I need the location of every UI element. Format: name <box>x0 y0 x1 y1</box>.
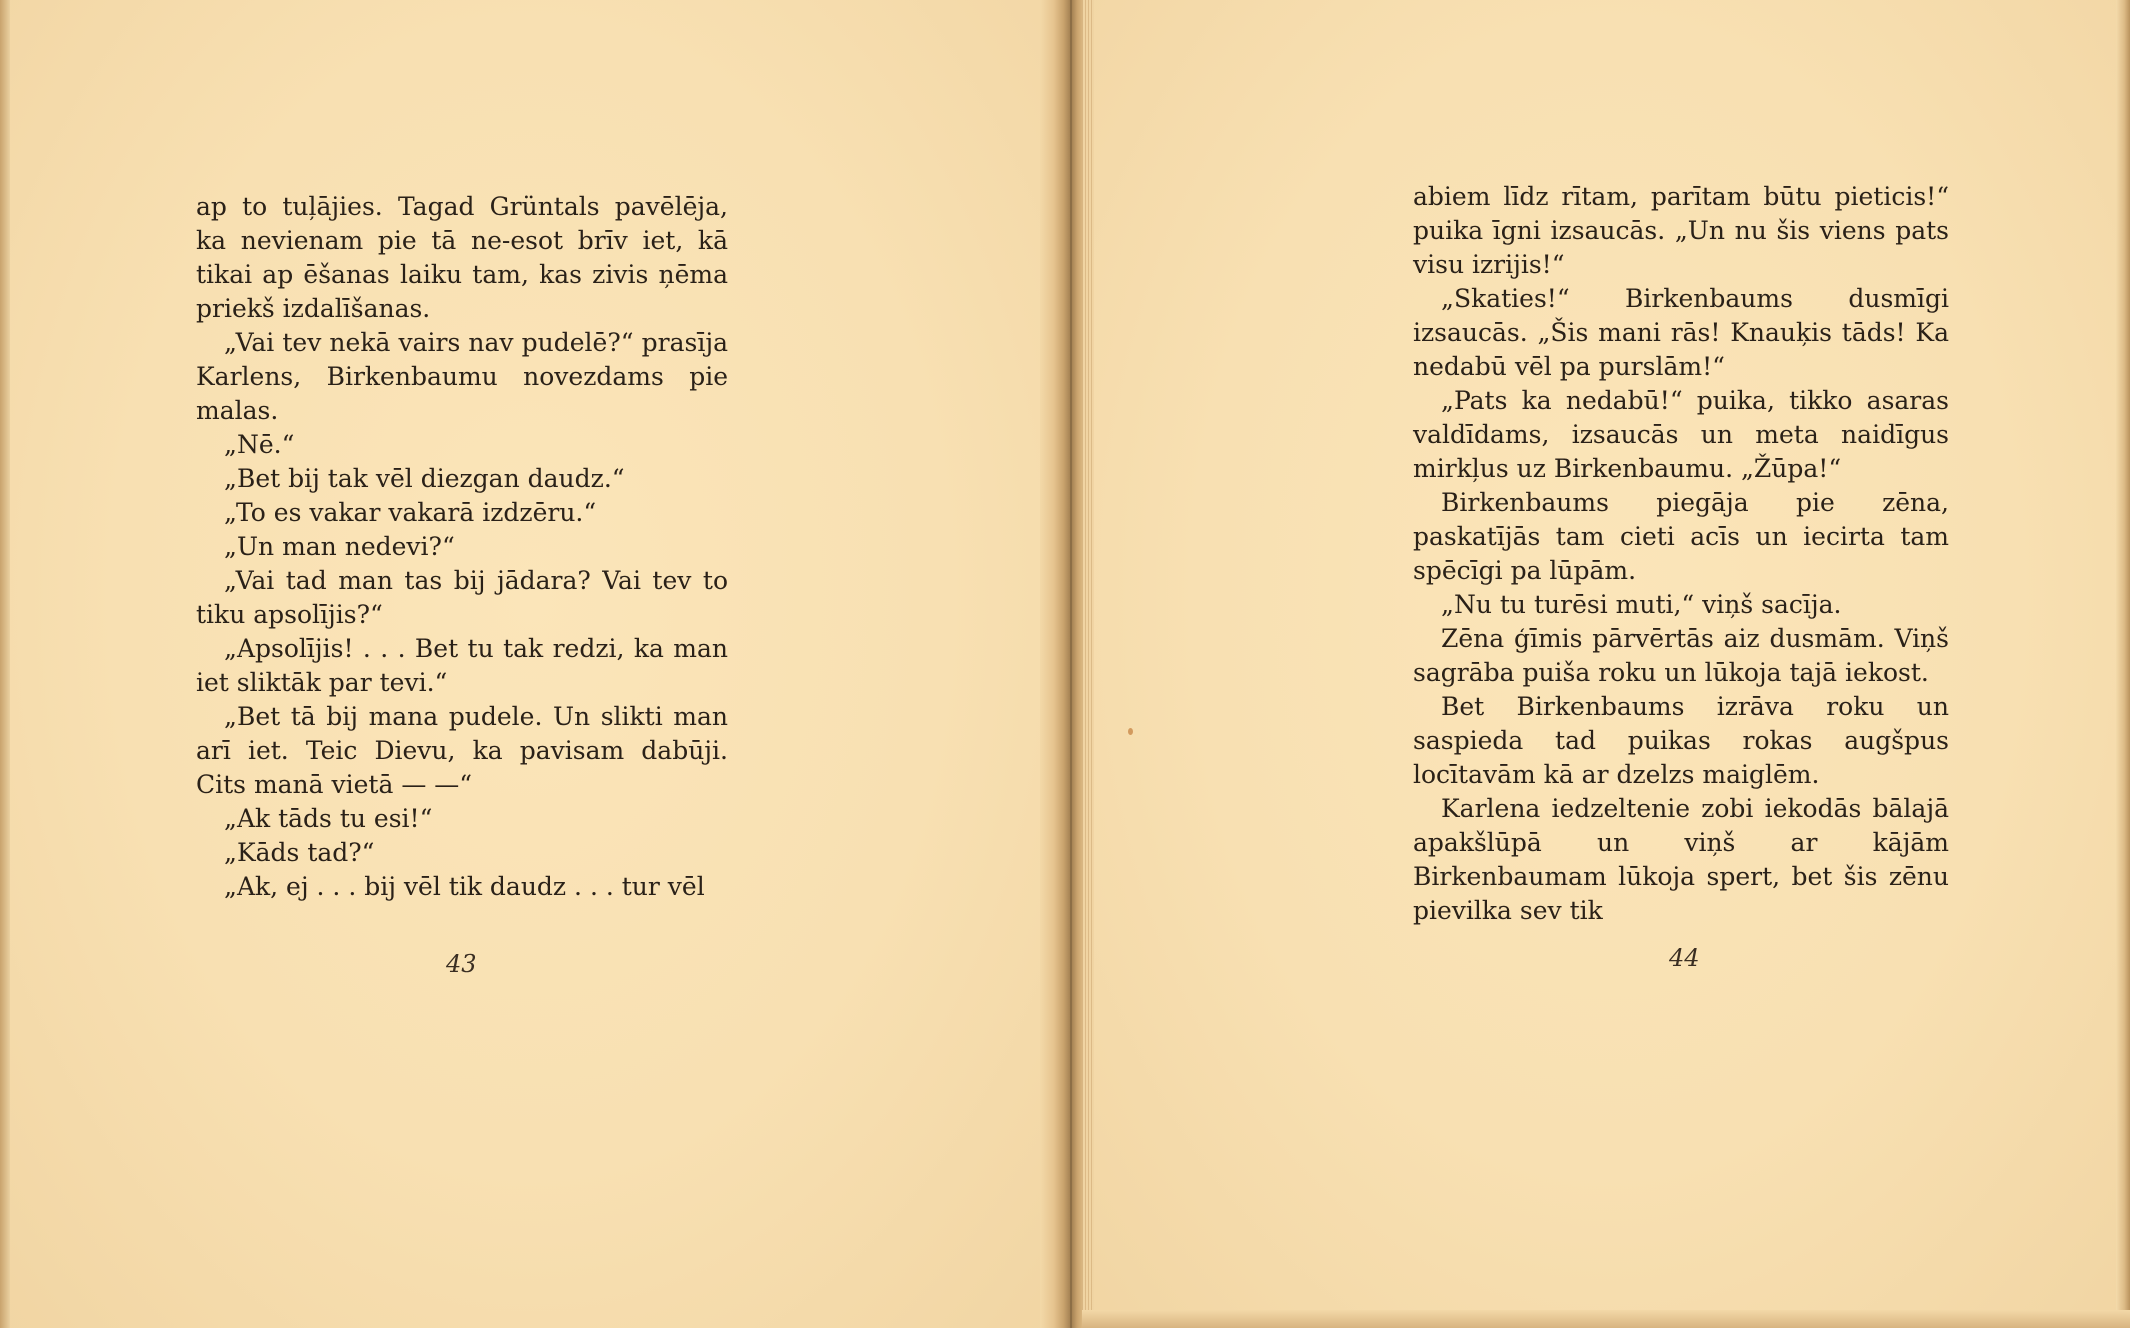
paragraph: abiem līdz rītam, parītam būtu pieticis!“ puika īgni izsaucās. „Un nu šis viens pats visu izrijis!“ <box>1413 182 1949 279</box>
page-number-left: 43 <box>446 950 477 978</box>
left-cover-edge <box>0 0 10 1328</box>
paragraph: „To es vakar vakarā izdzēru.“ <box>224 498 597 527</box>
bottom-page-edge <box>1082 1310 2130 1328</box>
paragraph: ap to tuļājies. Tagad Grüntals pavēlēja, ka nevienam pie tā ne-esot brīv iet, kā tikai ap ēšanas laiku tam, kas zivis ņēma priekš izdalīšanas. <box>196 192 728 323</box>
left-page <box>0 0 1063 1328</box>
right-cover-edge <box>2116 0 2130 1328</box>
paragraph: „Kāds tad?“ <box>224 838 375 867</box>
paragraph: „Un man nedevi?“ <box>224 532 455 561</box>
paragraph: „Ak, ej . . . bij vēl tik daudz . . . tur vēl <box>224 872 705 901</box>
page-number-right: 44 <box>1669 944 1700 972</box>
right-page-text <box>1413 180 1949 928</box>
paragraph: „Ak tāds tu esi!“ <box>224 804 433 833</box>
right-page <box>1082 0 2130 1328</box>
paragraph: „Bet bij tak vēl diezgan daudz.“ <box>224 464 625 493</box>
paragraph: „Nē.“ <box>224 430 295 459</box>
paragraph: „Pats ka nedabū!“ puika, tikko asaras valdīdams, izsaucās un meta naidīgus mirkļus uz Birkenbaumu. „Žūpa!“ <box>1413 386 1949 483</box>
paragraph: „Nu tu turēsi muti,“ viņš sacīja. <box>1441 590 1842 619</box>
paragraph: „Vai tad man tas bij jādara? Vai tev to tiku apsolījis?“ <box>196 566 728 629</box>
paragraph: „Skaties!“ Birkenbaums dusmīgi izsaucās. „Šis mani rās! Knauķis tāds! Ka nedabū vēl pa purslām!“ <box>1413 284 1949 381</box>
paragraph: Bet Birkenbaums izrāva roku un saspieda tad puikas rokas augšpus locītavām kā ar dzelzs maiglēm. <box>1413 692 1949 789</box>
paragraph: „Vai tev nekā vairs nav pudelē?“ prasīja Karlens, Birkenbaumu novezdams pie malas. <box>196 328 728 425</box>
paragraph: Birkenbaums piegāja pie zēna, paskatījās tam cieti acīs un iecirta tam spēcīgi pa lūpām. <box>1413 488 1949 585</box>
paragraph: Zēna ģīmis pārvērtās aiz dusmām. Viņš sagrāba puiša roku un lūkoja tajā iekost. <box>1413 624 1949 687</box>
left-page-text <box>196 190 728 904</box>
paragraph: „Bet tā bij mana pudele. Un slikti man arī iet. Teic Dievu, ka pavisam dabūji. Cits manā vietā — —“ <box>196 702 728 799</box>
paragraph: „Apsolījis! . . . Bet tu tak redzi, ka man iet sliktāk par tevi.“ <box>196 634 728 697</box>
paper-spot <box>1128 728 1133 735</box>
paragraph: Karlena iedzeltenie zobi iekodās bālajā apakšlūpā un viņš ar kājām Birkenbaumam lūkoja spert, bet šis zēnu pievilka sev tik <box>1413 794 1949 925</box>
page-stack-edges <box>1082 0 1094 1328</box>
